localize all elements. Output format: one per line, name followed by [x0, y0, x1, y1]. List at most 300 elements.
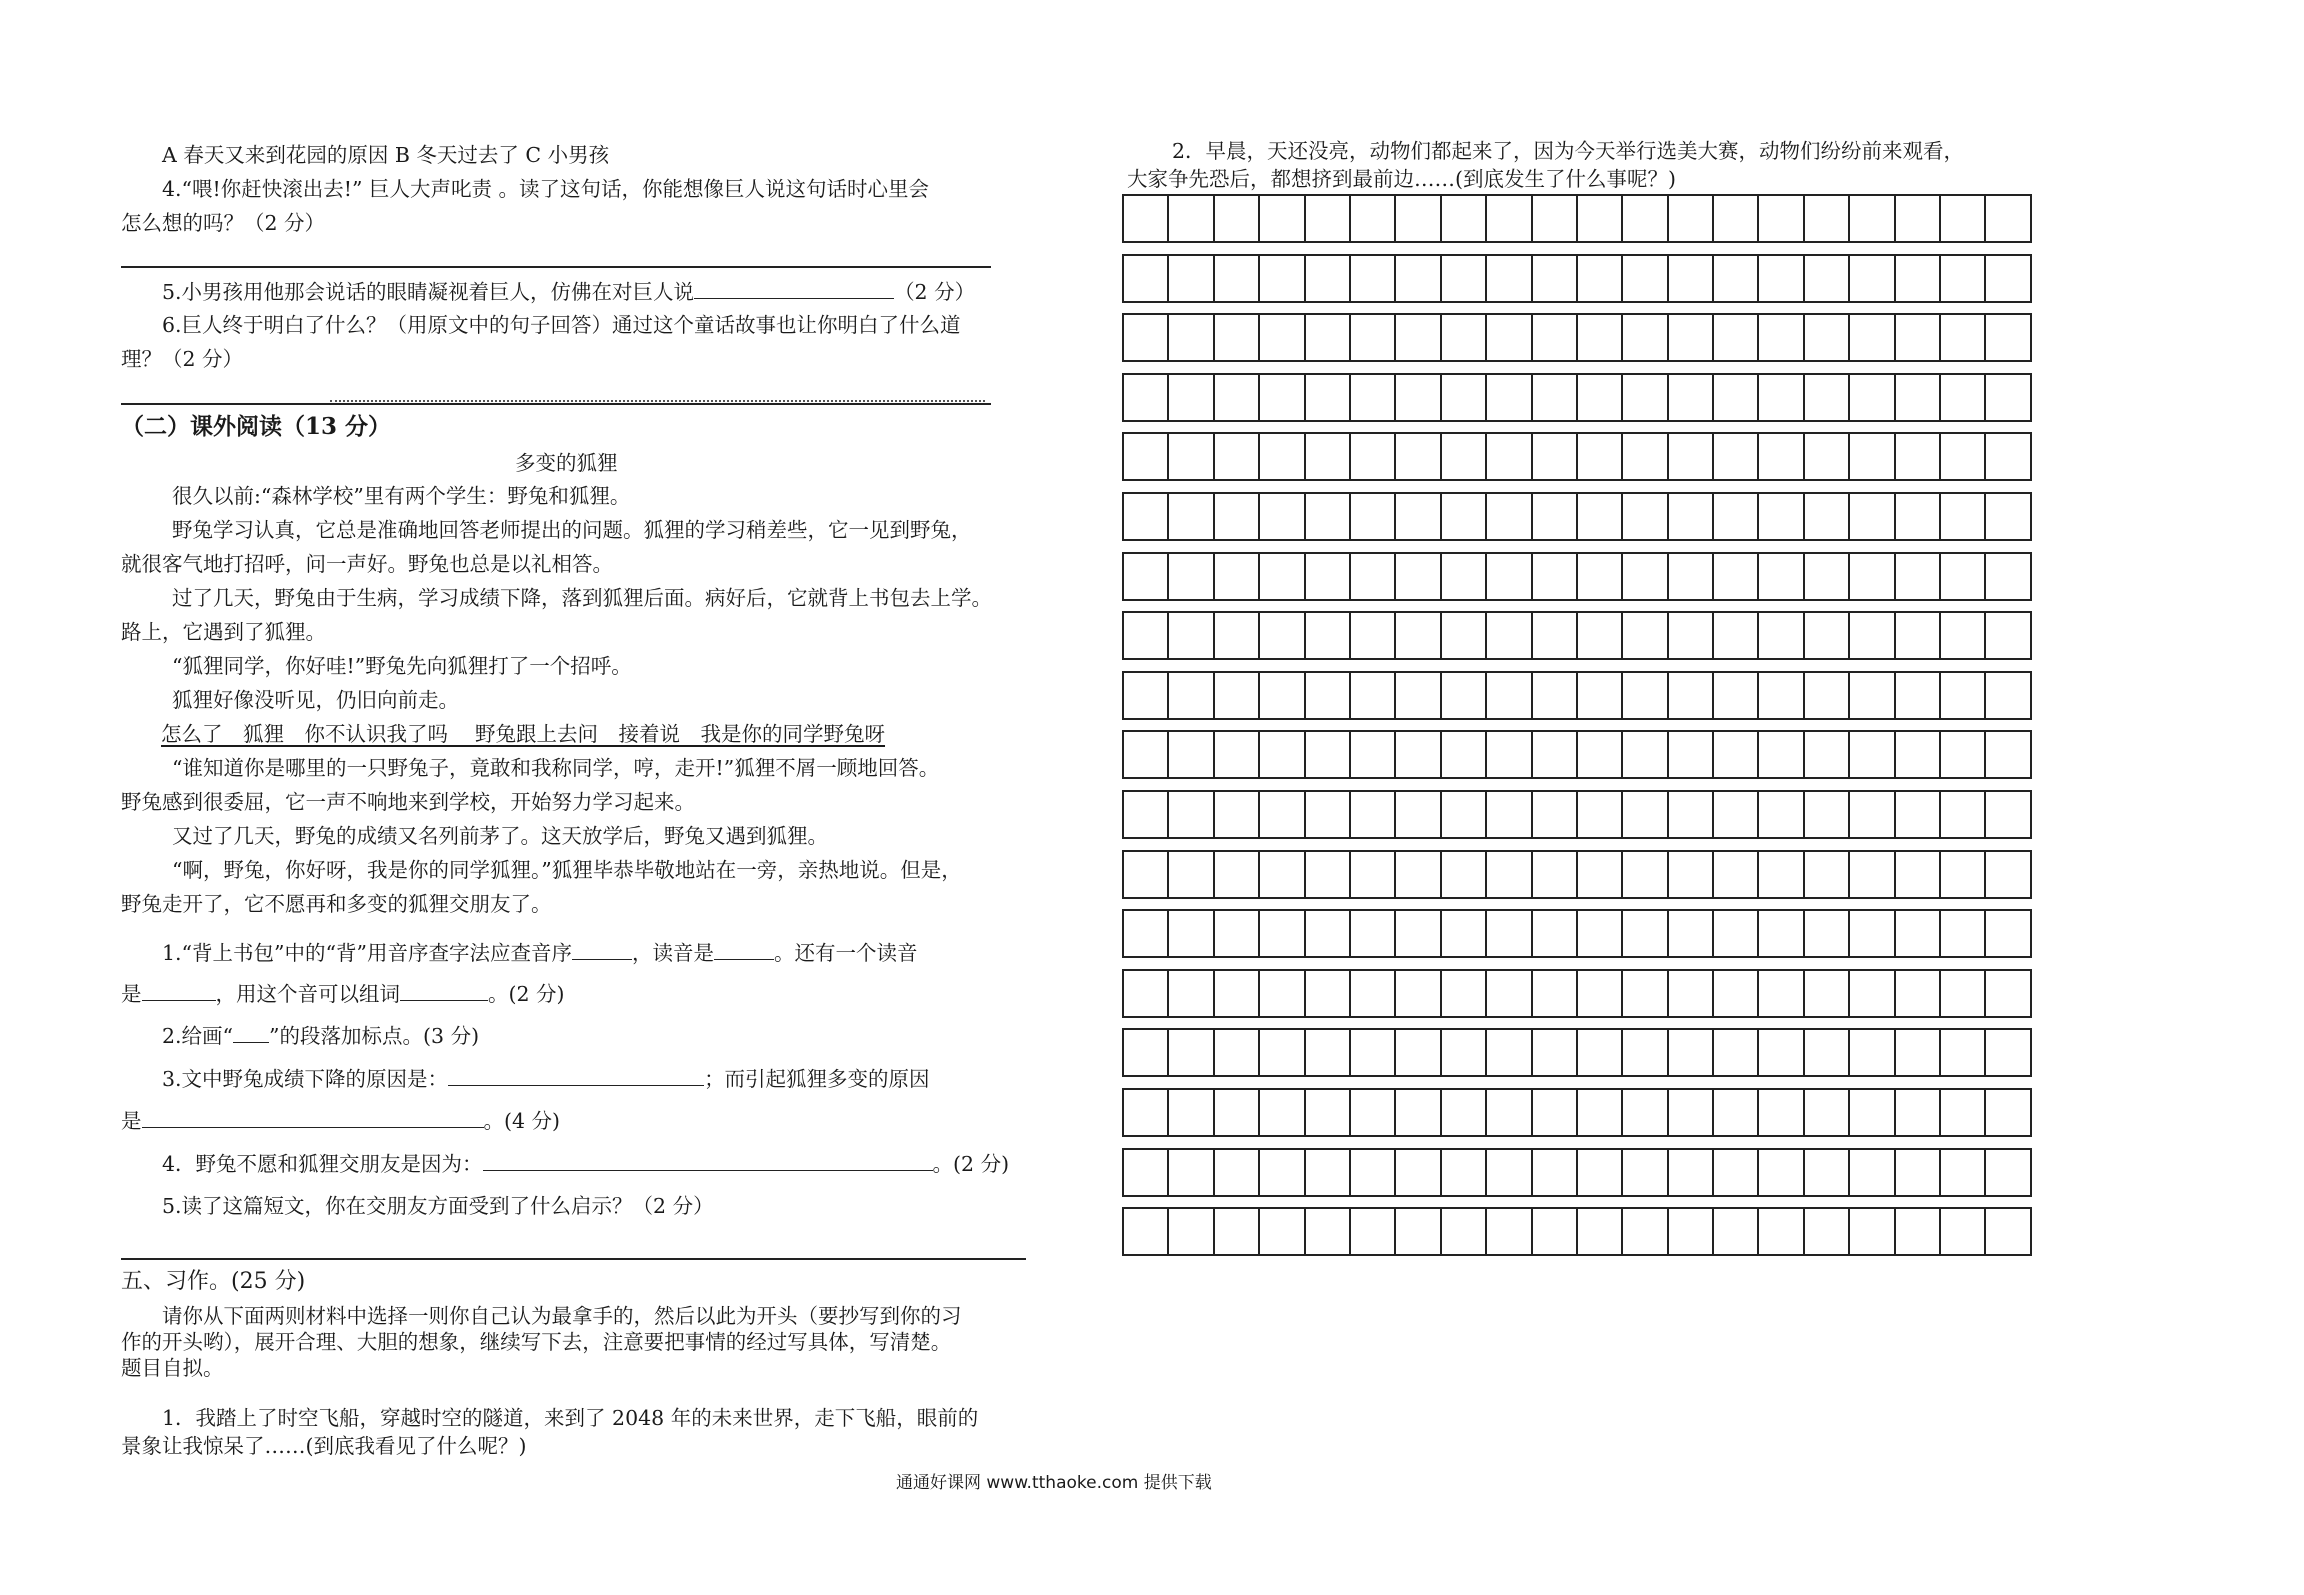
grid-cell[interactable]	[1896, 375, 1941, 422]
grid-cell[interactable]	[1759, 494, 1804, 541]
grid-cell[interactable]	[1169, 792, 1214, 839]
grid-cell[interactable]	[1941, 792, 1986, 839]
grid-cell[interactable]	[1850, 375, 1895, 422]
grid-cell[interactable]	[1759, 673, 1804, 720]
grid-cell[interactable]	[1669, 375, 1714, 422]
grid-cell[interactable]	[1533, 375, 1578, 422]
grid-cell[interactable]	[1396, 613, 1441, 660]
grid-cell[interactable]	[1986, 315, 2031, 362]
grid-cell[interactable]	[1215, 673, 1260, 720]
grid-cell[interactable]	[1805, 792, 1850, 839]
grid-cell[interactable]	[1986, 673, 2031, 720]
grid-cell[interactable]	[1396, 971, 1441, 1018]
grid-cell[interactable]	[1306, 1090, 1351, 1137]
reading-q1-blank-2[interactable]	[714, 937, 774, 960]
grid-cell[interactable]	[1487, 613, 1532, 660]
grid-cell[interactable]	[1669, 256, 1714, 303]
grid-cell[interactable]	[1351, 196, 1396, 243]
grid-cell[interactable]	[1669, 315, 1714, 362]
grid-cell[interactable]	[1487, 1030, 1532, 1077]
grid-cell[interactable]	[1351, 613, 1396, 660]
reading-q3-blank-2[interactable]	[142, 1105, 484, 1128]
grid-cell[interactable]	[1124, 732, 1169, 779]
grid-cell[interactable]	[1941, 613, 1986, 660]
grid-cell[interactable]	[1533, 852, 1578, 899]
grid-cell[interactable]	[1850, 792, 1895, 839]
grid-cell[interactable]	[1805, 673, 1850, 720]
grid-cell[interactable]	[1169, 1090, 1214, 1137]
grid-cell[interactable]	[1623, 673, 1668, 720]
grid-cell[interactable]	[1533, 613, 1578, 660]
grid-cell[interactable]	[1396, 1209, 1441, 1256]
grid-cell[interactable]	[1714, 911, 1759, 958]
grid-cell[interactable]	[1805, 1150, 1850, 1197]
grid-cell[interactable]	[1805, 494, 1850, 541]
grid-cell[interactable]	[1215, 1030, 1260, 1077]
grid-cell[interactable]	[1215, 792, 1260, 839]
grid-cell[interactable]	[1623, 971, 1668, 1018]
grid-cell[interactable]	[1986, 196, 2031, 243]
grid-cell[interactable]	[1850, 1030, 1895, 1077]
reading-q4-blank[interactable]	[483, 1148, 933, 1171]
grid-cell[interactable]	[1351, 852, 1396, 899]
grid-cell[interactable]	[1805, 1209, 1850, 1256]
grid-cell[interactable]	[1533, 494, 1578, 541]
grid-cell[interactable]	[1351, 1150, 1396, 1197]
grid-cell[interactable]	[1941, 732, 1986, 779]
grid-cell[interactable]	[1351, 315, 1396, 362]
grid-cell[interactable]	[1578, 1150, 1623, 1197]
grid-cell[interactable]	[1805, 613, 1850, 660]
grid-cell[interactable]	[1714, 673, 1759, 720]
grid-cell[interactable]	[1169, 196, 1214, 243]
grid-cell[interactable]	[1260, 196, 1305, 243]
grid-cell[interactable]	[1124, 1030, 1169, 1077]
grid-cell[interactable]	[1578, 971, 1623, 1018]
grid-cell[interactable]	[1714, 434, 1759, 481]
grid-cell[interactable]	[1850, 315, 1895, 362]
grid-cell[interactable]	[1986, 494, 2031, 541]
grid-cell[interactable]	[1351, 434, 1396, 481]
grid-cell[interactable]	[1260, 1030, 1305, 1077]
grid-cell[interactable]	[1850, 613, 1895, 660]
grid-cell[interactable]	[1805, 315, 1850, 362]
grid-cell[interactable]	[1986, 613, 2031, 660]
grid-cell[interactable]	[1805, 434, 1850, 481]
grid-cell[interactable]	[1759, 792, 1804, 839]
grid-cell[interactable]	[1442, 673, 1487, 720]
grid-cell[interactable]	[1442, 1090, 1487, 1137]
grid-cell[interactable]	[1351, 256, 1396, 303]
grid-cell[interactable]	[1215, 434, 1260, 481]
grid-cell[interactable]	[1623, 434, 1668, 481]
grid-cell[interactable]	[1850, 1209, 1895, 1256]
grid-cell[interactable]	[1260, 375, 1305, 422]
grid-cell[interactable]	[1623, 1090, 1668, 1137]
grid-cell[interactable]	[1533, 554, 1578, 601]
grid-cell[interactable]	[1533, 1209, 1578, 1256]
grid-cell[interactable]	[1396, 375, 1441, 422]
grid-cell[interactable]	[1714, 1030, 1759, 1077]
grid-cell[interactable]	[1714, 852, 1759, 899]
grid-cell[interactable]	[1442, 1209, 1487, 1256]
grid-cell[interactable]	[1578, 613, 1623, 660]
grid-cell[interactable]	[1941, 1209, 1986, 1256]
grid-cell[interactable]	[1759, 315, 1804, 362]
grid-cell[interactable]	[1850, 434, 1895, 481]
grid-cell[interactable]	[1986, 375, 2031, 422]
grid-cell[interactable]	[1714, 196, 1759, 243]
grid-cell[interactable]	[1169, 256, 1214, 303]
grid-cell[interactable]	[1533, 434, 1578, 481]
grid-cell[interactable]	[1487, 554, 1532, 601]
grid-cell[interactable]	[1896, 256, 1941, 303]
grid-cell[interactable]	[1805, 852, 1850, 899]
grid-cell[interactable]	[1850, 852, 1895, 899]
grid-cell[interactable]	[1306, 1209, 1351, 1256]
grid-cell[interactable]	[1351, 971, 1396, 1018]
grid-cell[interactable]	[1941, 673, 1986, 720]
grid-cell[interactable]	[1442, 1030, 1487, 1077]
grid-cell[interactable]	[1669, 196, 1714, 243]
grid-cell[interactable]	[1351, 494, 1396, 541]
grid-cell[interactable]	[1215, 256, 1260, 303]
grid-cell[interactable]	[1578, 852, 1623, 899]
grid-cell[interactable]	[1124, 613, 1169, 660]
grid-cell[interactable]	[1306, 792, 1351, 839]
grid-cell[interactable]	[1169, 434, 1214, 481]
grid-cell[interactable]	[1215, 315, 1260, 362]
grid-cell[interactable]	[1215, 554, 1260, 601]
grid-cell[interactable]	[1714, 375, 1759, 422]
grid-cell[interactable]	[1306, 1030, 1351, 1077]
grid-cell[interactable]	[1986, 971, 2031, 1018]
grid-cell[interactable]	[1623, 375, 1668, 422]
grid-cell[interactable]	[1941, 196, 1986, 243]
grid-cell[interactable]	[1896, 1150, 1941, 1197]
grid-cell[interactable]	[1578, 732, 1623, 779]
grid-cell[interactable]	[1396, 852, 1441, 899]
grid-cell[interactable]	[1169, 1150, 1214, 1197]
grid-cell[interactable]	[1306, 196, 1351, 243]
grid-cell[interactable]	[1124, 434, 1169, 481]
grid-cell[interactable]	[1623, 1030, 1668, 1077]
grid-cell[interactable]	[1669, 732, 1714, 779]
grid-cell[interactable]	[1896, 196, 1941, 243]
grid-cell[interactable]	[1169, 971, 1214, 1018]
grid-cell[interactable]	[1306, 673, 1351, 720]
grid-cell[interactable]	[1714, 792, 1759, 839]
grid-cell[interactable]	[1623, 494, 1668, 541]
grid-cell[interactable]	[1578, 375, 1623, 422]
grid-cell[interactable]	[1623, 852, 1668, 899]
grid-cell[interactable]	[1487, 673, 1532, 720]
grid-cell[interactable]	[1124, 911, 1169, 958]
grid-cell[interactable]	[1124, 1209, 1169, 1256]
q6-answer-dotted-line[interactable]	[330, 400, 985, 402]
grid-cell[interactable]	[1260, 1090, 1305, 1137]
grid-cell[interactable]	[1442, 852, 1487, 899]
grid-cell[interactable]	[1850, 1090, 1895, 1137]
grid-cell[interactable]	[1578, 256, 1623, 303]
grid-cell[interactable]	[1533, 732, 1578, 779]
grid-cell[interactable]	[1487, 256, 1532, 303]
grid-cell[interactable]	[1714, 613, 1759, 660]
grid-cell[interactable]	[1896, 434, 1941, 481]
grid-cell[interactable]	[1623, 1150, 1668, 1197]
grid-cell[interactable]	[1215, 494, 1260, 541]
grid-cell[interactable]	[1306, 732, 1351, 779]
grid-cell[interactable]	[1487, 792, 1532, 839]
grid-cell[interactable]	[1578, 792, 1623, 839]
grid-cell[interactable]	[1306, 971, 1351, 1018]
grid-cell[interactable]	[1759, 732, 1804, 779]
grid-cell[interactable]	[1896, 613, 1941, 660]
grid-cell[interactable]	[1487, 434, 1532, 481]
grid-cell[interactable]	[1714, 1209, 1759, 1256]
grid-cell[interactable]	[1941, 1030, 1986, 1077]
grid-cell[interactable]	[1623, 196, 1668, 243]
grid-cell[interactable]	[1850, 196, 1895, 243]
grid-cell[interactable]	[1351, 1030, 1396, 1077]
grid-cell[interactable]	[1442, 971, 1487, 1018]
grid-cell[interactable]	[1169, 554, 1214, 601]
grid-cell[interactable]	[1306, 315, 1351, 362]
grid-cell[interactable]	[1986, 256, 2031, 303]
grid-cell[interactable]	[1260, 315, 1305, 362]
reading-q1-blank-1[interactable]	[572, 937, 632, 960]
grid-cell[interactable]	[1215, 1209, 1260, 1256]
grid-cell[interactable]	[1215, 613, 1260, 660]
grid-cell[interactable]	[1396, 315, 1441, 362]
grid-cell[interactable]	[1487, 1090, 1532, 1137]
grid-cell[interactable]	[1533, 971, 1578, 1018]
grid-cell[interactable]	[1124, 673, 1169, 720]
grid-cell[interactable]	[1124, 315, 1169, 362]
grid-cell[interactable]	[1623, 554, 1668, 601]
grid-cell[interactable]	[1714, 1150, 1759, 1197]
grid-cell[interactable]	[1941, 1090, 1986, 1137]
grid-cell[interactable]	[1669, 494, 1714, 541]
grid-cell[interactable]	[1896, 971, 1941, 1018]
grid-cell[interactable]	[1896, 1030, 1941, 1077]
grid-cell[interactable]	[1351, 1209, 1396, 1256]
grid-cell[interactable]	[1260, 971, 1305, 1018]
grid-cell[interactable]	[1306, 613, 1351, 660]
grid-cell[interactable]	[1124, 554, 1169, 601]
grid-cell[interactable]	[1805, 196, 1850, 243]
grid-cell[interactable]	[1533, 1150, 1578, 1197]
grid-cell[interactable]	[1260, 732, 1305, 779]
grid-cell[interactable]	[1442, 196, 1487, 243]
grid-cell[interactable]	[1896, 315, 1941, 362]
grid-cell[interactable]	[1759, 256, 1804, 303]
grid-cell[interactable]	[1215, 1150, 1260, 1197]
grid-cell[interactable]	[1396, 732, 1441, 779]
grid-cell[interactable]	[1533, 911, 1578, 958]
grid-cell[interactable]	[1896, 792, 1941, 839]
grid-cell[interactable]	[1351, 554, 1396, 601]
grid-cell[interactable]	[1533, 1090, 1578, 1137]
grid-cell[interactable]	[1623, 911, 1668, 958]
grid-cell[interactable]	[1396, 911, 1441, 958]
grid-cell[interactable]	[1124, 792, 1169, 839]
grid-cell[interactable]	[1669, 1209, 1714, 1256]
grid-cell[interactable]	[1714, 494, 1759, 541]
grid-cell[interactable]	[1896, 494, 1941, 541]
grid-cell[interactable]	[1169, 852, 1214, 899]
grid-cell[interactable]	[1442, 434, 1487, 481]
grid-cell[interactable]	[1442, 554, 1487, 601]
grid-cell[interactable]	[1759, 971, 1804, 1018]
grid-cell[interactable]	[1260, 434, 1305, 481]
grid-cell[interactable]	[1986, 1209, 2031, 1256]
grid-cell[interactable]	[1260, 613, 1305, 660]
grid-cell[interactable]	[1169, 613, 1214, 660]
grid-cell[interactable]	[1442, 792, 1487, 839]
grid-cell[interactable]	[1124, 1090, 1169, 1137]
grid-cell[interactable]	[1578, 554, 1623, 601]
grid-cell[interactable]	[1805, 256, 1850, 303]
grid-cell[interactable]	[1669, 1150, 1714, 1197]
grid-cell[interactable]	[1260, 1150, 1305, 1197]
q5-answer-blank[interactable]	[694, 276, 894, 299]
grid-cell[interactable]	[1487, 315, 1532, 362]
grid-cell[interactable]	[1533, 1030, 1578, 1077]
grid-cell[interactable]	[1306, 852, 1351, 899]
grid-cell[interactable]	[1896, 1209, 1941, 1256]
grid-cell[interactable]	[1986, 732, 2031, 779]
grid-cell[interactable]	[1850, 673, 1895, 720]
grid-cell[interactable]	[1986, 1090, 2031, 1137]
grid-cell[interactable]	[1306, 434, 1351, 481]
grid-cell[interactable]	[1396, 494, 1441, 541]
reading-q3-blank-1[interactable]	[448, 1063, 704, 1086]
grid-cell[interactable]	[1986, 554, 2031, 601]
grid-cell[interactable]	[1396, 196, 1441, 243]
grid-cell[interactable]	[1850, 971, 1895, 1018]
grid-cell[interactable]	[1442, 256, 1487, 303]
grid-cell[interactable]	[1487, 196, 1532, 243]
grid-cell[interactable]	[1669, 613, 1714, 660]
grid-cell[interactable]	[1169, 315, 1214, 362]
grid-cell[interactable]	[1623, 315, 1668, 362]
grid-cell[interactable]	[1169, 494, 1214, 541]
grid-cell[interactable]	[1759, 196, 1804, 243]
grid-cell[interactable]	[1759, 613, 1804, 660]
grid-cell[interactable]	[1260, 673, 1305, 720]
grid-cell[interactable]	[1306, 256, 1351, 303]
grid-cell[interactable]	[1669, 852, 1714, 899]
grid-cell[interactable]	[1623, 792, 1668, 839]
grid-cell[interactable]	[1396, 673, 1441, 720]
grid-cell[interactable]	[1215, 196, 1260, 243]
grid-cell[interactable]	[1306, 911, 1351, 958]
grid-cell[interactable]	[1805, 971, 1850, 1018]
grid-cell[interactable]	[1986, 434, 2031, 481]
grid-cell[interactable]	[1669, 911, 1714, 958]
grid-cell[interactable]	[1941, 554, 1986, 601]
grid-cell[interactable]	[1759, 375, 1804, 422]
grid-cell[interactable]	[1759, 911, 1804, 958]
grid-cell[interactable]	[1487, 971, 1532, 1018]
grid-cell[interactable]	[1442, 375, 1487, 422]
grid-cell[interactable]	[1850, 732, 1895, 779]
grid-cell[interactable]	[1623, 256, 1668, 303]
grid-cell[interactable]	[1941, 971, 1986, 1018]
grid-cell[interactable]	[1578, 494, 1623, 541]
grid-cell[interactable]	[1351, 732, 1396, 779]
grid-cell[interactable]	[1260, 852, 1305, 899]
grid-cell[interactable]	[1169, 911, 1214, 958]
grid-cell[interactable]	[1215, 732, 1260, 779]
grid-cell[interactable]	[1669, 434, 1714, 481]
grid-cell[interactable]	[1759, 1150, 1804, 1197]
grid-cell[interactable]	[1260, 494, 1305, 541]
grid-cell[interactable]	[1623, 1209, 1668, 1256]
grid-cell[interactable]	[1578, 434, 1623, 481]
grid-cell[interactable]	[1396, 1030, 1441, 1077]
grid-cell[interactable]	[1442, 613, 1487, 660]
grid-cell[interactable]	[1850, 911, 1895, 958]
grid-cell[interactable]	[1351, 1090, 1396, 1137]
grid-cell[interactable]	[1215, 852, 1260, 899]
grid-cell[interactable]	[1850, 494, 1895, 541]
grid-cell[interactable]	[1896, 554, 1941, 601]
grid-cell[interactable]	[1533, 256, 1578, 303]
grid-cell[interactable]	[1306, 554, 1351, 601]
grid-cell[interactable]	[1896, 852, 1941, 899]
grid-cell[interactable]	[1442, 1150, 1487, 1197]
grid-cell[interactable]	[1850, 1150, 1895, 1197]
grid-cell[interactable]	[1941, 256, 1986, 303]
grid-cell[interactable]	[1759, 1209, 1804, 1256]
grid-cell[interactable]	[1986, 1150, 2031, 1197]
grid-cell[interactable]	[1260, 554, 1305, 601]
grid-cell[interactable]	[1714, 971, 1759, 1018]
grid-cell[interactable]	[1941, 852, 1986, 899]
grid-cell[interactable]	[1941, 1150, 1986, 1197]
grid-cell[interactable]	[1351, 673, 1396, 720]
grid-cell[interactable]	[1714, 732, 1759, 779]
grid-cell[interactable]	[1941, 911, 1986, 958]
grid-cell[interactable]	[1986, 792, 2031, 839]
grid-cell[interactable]	[1941, 434, 1986, 481]
grid-cell[interactable]	[1124, 494, 1169, 541]
grid-cell[interactable]	[1396, 434, 1441, 481]
grid-cell[interactable]	[1714, 315, 1759, 362]
grid-cell[interactable]	[1396, 792, 1441, 839]
reading-q1-blank-4[interactable]	[400, 978, 488, 1001]
grid-cell[interactable]	[1351, 911, 1396, 958]
grid-cell[interactable]	[1351, 375, 1396, 422]
grid-cell[interactable]	[1442, 911, 1487, 958]
grid-cell[interactable]	[1578, 196, 1623, 243]
grid-cell[interactable]	[1759, 852, 1804, 899]
grid-cell[interactable]	[1578, 911, 1623, 958]
grid-cell[interactable]	[1941, 375, 1986, 422]
grid-cell[interactable]	[1442, 315, 1487, 362]
grid-cell[interactable]	[1578, 1209, 1623, 1256]
grid-cell[interactable]	[1669, 1090, 1714, 1137]
q6-answer-line[interactable]	[121, 403, 991, 405]
grid-cell[interactable]	[1578, 315, 1623, 362]
grid-cell[interactable]	[1850, 554, 1895, 601]
grid-cell[interactable]	[1805, 375, 1850, 422]
grid-cell[interactable]	[1941, 315, 1986, 362]
grid-cell[interactable]	[1986, 852, 2031, 899]
grid-cell[interactable]	[1396, 1150, 1441, 1197]
